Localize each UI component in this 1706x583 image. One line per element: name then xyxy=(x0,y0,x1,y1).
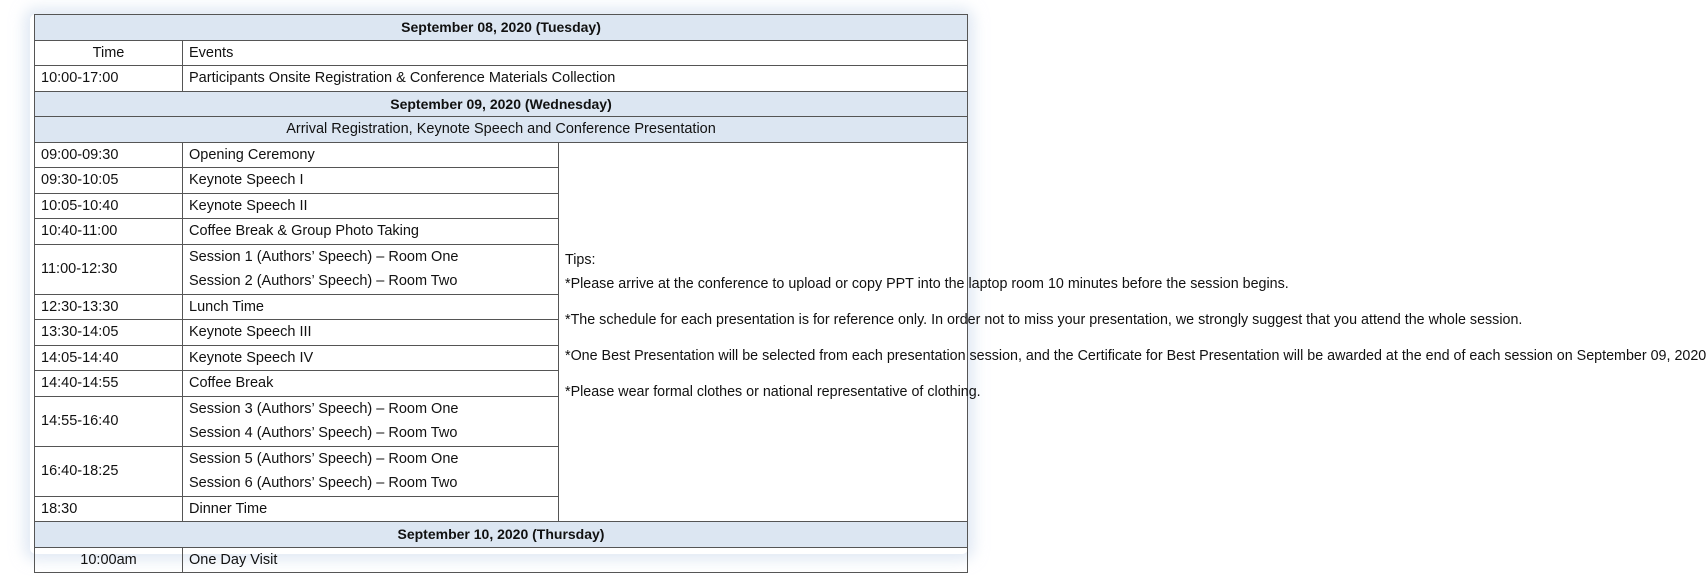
tip-item: *One Best Presentation will be selected from each presentation session, and the Certificate for Best Presentation will be awarded at the end of each session on September 09, 2020 xyxy=(565,347,1706,364)
time-cell: 14:05-14:40 xyxy=(35,345,183,371)
day1-header-row xyxy=(35,15,968,41)
day2-header: September 09, 2020 (Wednesday) xyxy=(35,91,968,117)
day2-subheader: Arrival Registration, Keynote Speech and Conference Presentation xyxy=(35,117,968,143)
time-cell: 11:00-12:30 xyxy=(35,244,183,294)
table-row xyxy=(35,142,968,168)
column-header-row xyxy=(35,40,968,66)
schedule-table xyxy=(34,14,1706,573)
table-row xyxy=(35,547,968,573)
time-cell: 10:40-11:00 xyxy=(35,219,183,245)
tip-item: *Please wear formal clothes or national representative of clothing. xyxy=(565,383,981,400)
day2-header-row xyxy=(35,91,968,117)
event-cell: Keynote Speech IV xyxy=(183,345,559,371)
event-cell: Session 5 (Authors’ Speech) – Room One xyxy=(183,446,559,471)
time-cell: 09:30-10:05 xyxy=(35,168,183,194)
tips-label: Tips: xyxy=(565,251,596,268)
event-cell: Keynote Speech III xyxy=(183,320,559,346)
day3-header-row xyxy=(35,522,968,548)
tip-item: *The schedule for each presentation is for reference only. In order not to miss your presentation, we strongly suggest that you attend the whole session. xyxy=(565,311,1523,328)
event-cell: Coffee Break & Group Photo Taking xyxy=(183,219,559,245)
day2-subheader-row xyxy=(35,117,968,143)
time-cell: 18:30 xyxy=(35,496,183,522)
event-cell: Coffee Break xyxy=(183,371,559,397)
event-cell: Session 1 (Authors’ Speech) – Room One xyxy=(183,244,559,269)
event-cell: Dinner Time xyxy=(183,496,559,522)
time-cell: 09:00-09:30 xyxy=(35,142,183,168)
event-cell: Session 3 (Authors’ Speech) – Room One xyxy=(183,396,559,421)
time-cell: 14:55-16:40 xyxy=(35,396,183,446)
time-cell: 12:30-13:30 xyxy=(35,294,183,320)
time-cell: 10:00am xyxy=(35,547,183,573)
event-cell: Session 6 (Authors’ Speech) – Room Two xyxy=(183,471,559,496)
event-cell: Session 4 (Authors’ Speech) – Room Two xyxy=(183,421,559,446)
time-cell: 14:40-14:55 xyxy=(35,371,183,397)
tip-item: *Please arrive at the conference to upload or copy PPT into the laptop room 10 minutes before the session begins. xyxy=(565,275,1289,292)
col-time-header: Time xyxy=(35,40,183,66)
event-cell: Keynote Speech II xyxy=(183,193,559,219)
day1-header: September 08, 2020 (Tuesday) xyxy=(35,15,968,41)
tips-panel xyxy=(559,142,1706,522)
time-cell: 10:00-17:00 xyxy=(35,66,183,92)
time-cell: 10:05-10:40 xyxy=(35,193,183,219)
event-cell: Lunch Time xyxy=(183,294,559,320)
table-row xyxy=(35,66,968,92)
event-cell: Participants Onsite Registration & Conference Materials Collection xyxy=(183,66,968,92)
time-cell: 16:40-18:25 xyxy=(35,446,183,496)
time-cell: 13:30-14:05 xyxy=(35,320,183,346)
event-cell: Session 2 (Authors’ Speech) – Room Two xyxy=(183,269,559,294)
day3-header: September 10, 2020 (Thursday) xyxy=(35,522,968,548)
event-cell: Opening Ceremony xyxy=(183,142,559,168)
col-events-header: Events xyxy=(183,40,968,66)
event-cell: Keynote Speech I xyxy=(183,168,559,194)
event-cell: One Day Visit xyxy=(183,547,968,573)
